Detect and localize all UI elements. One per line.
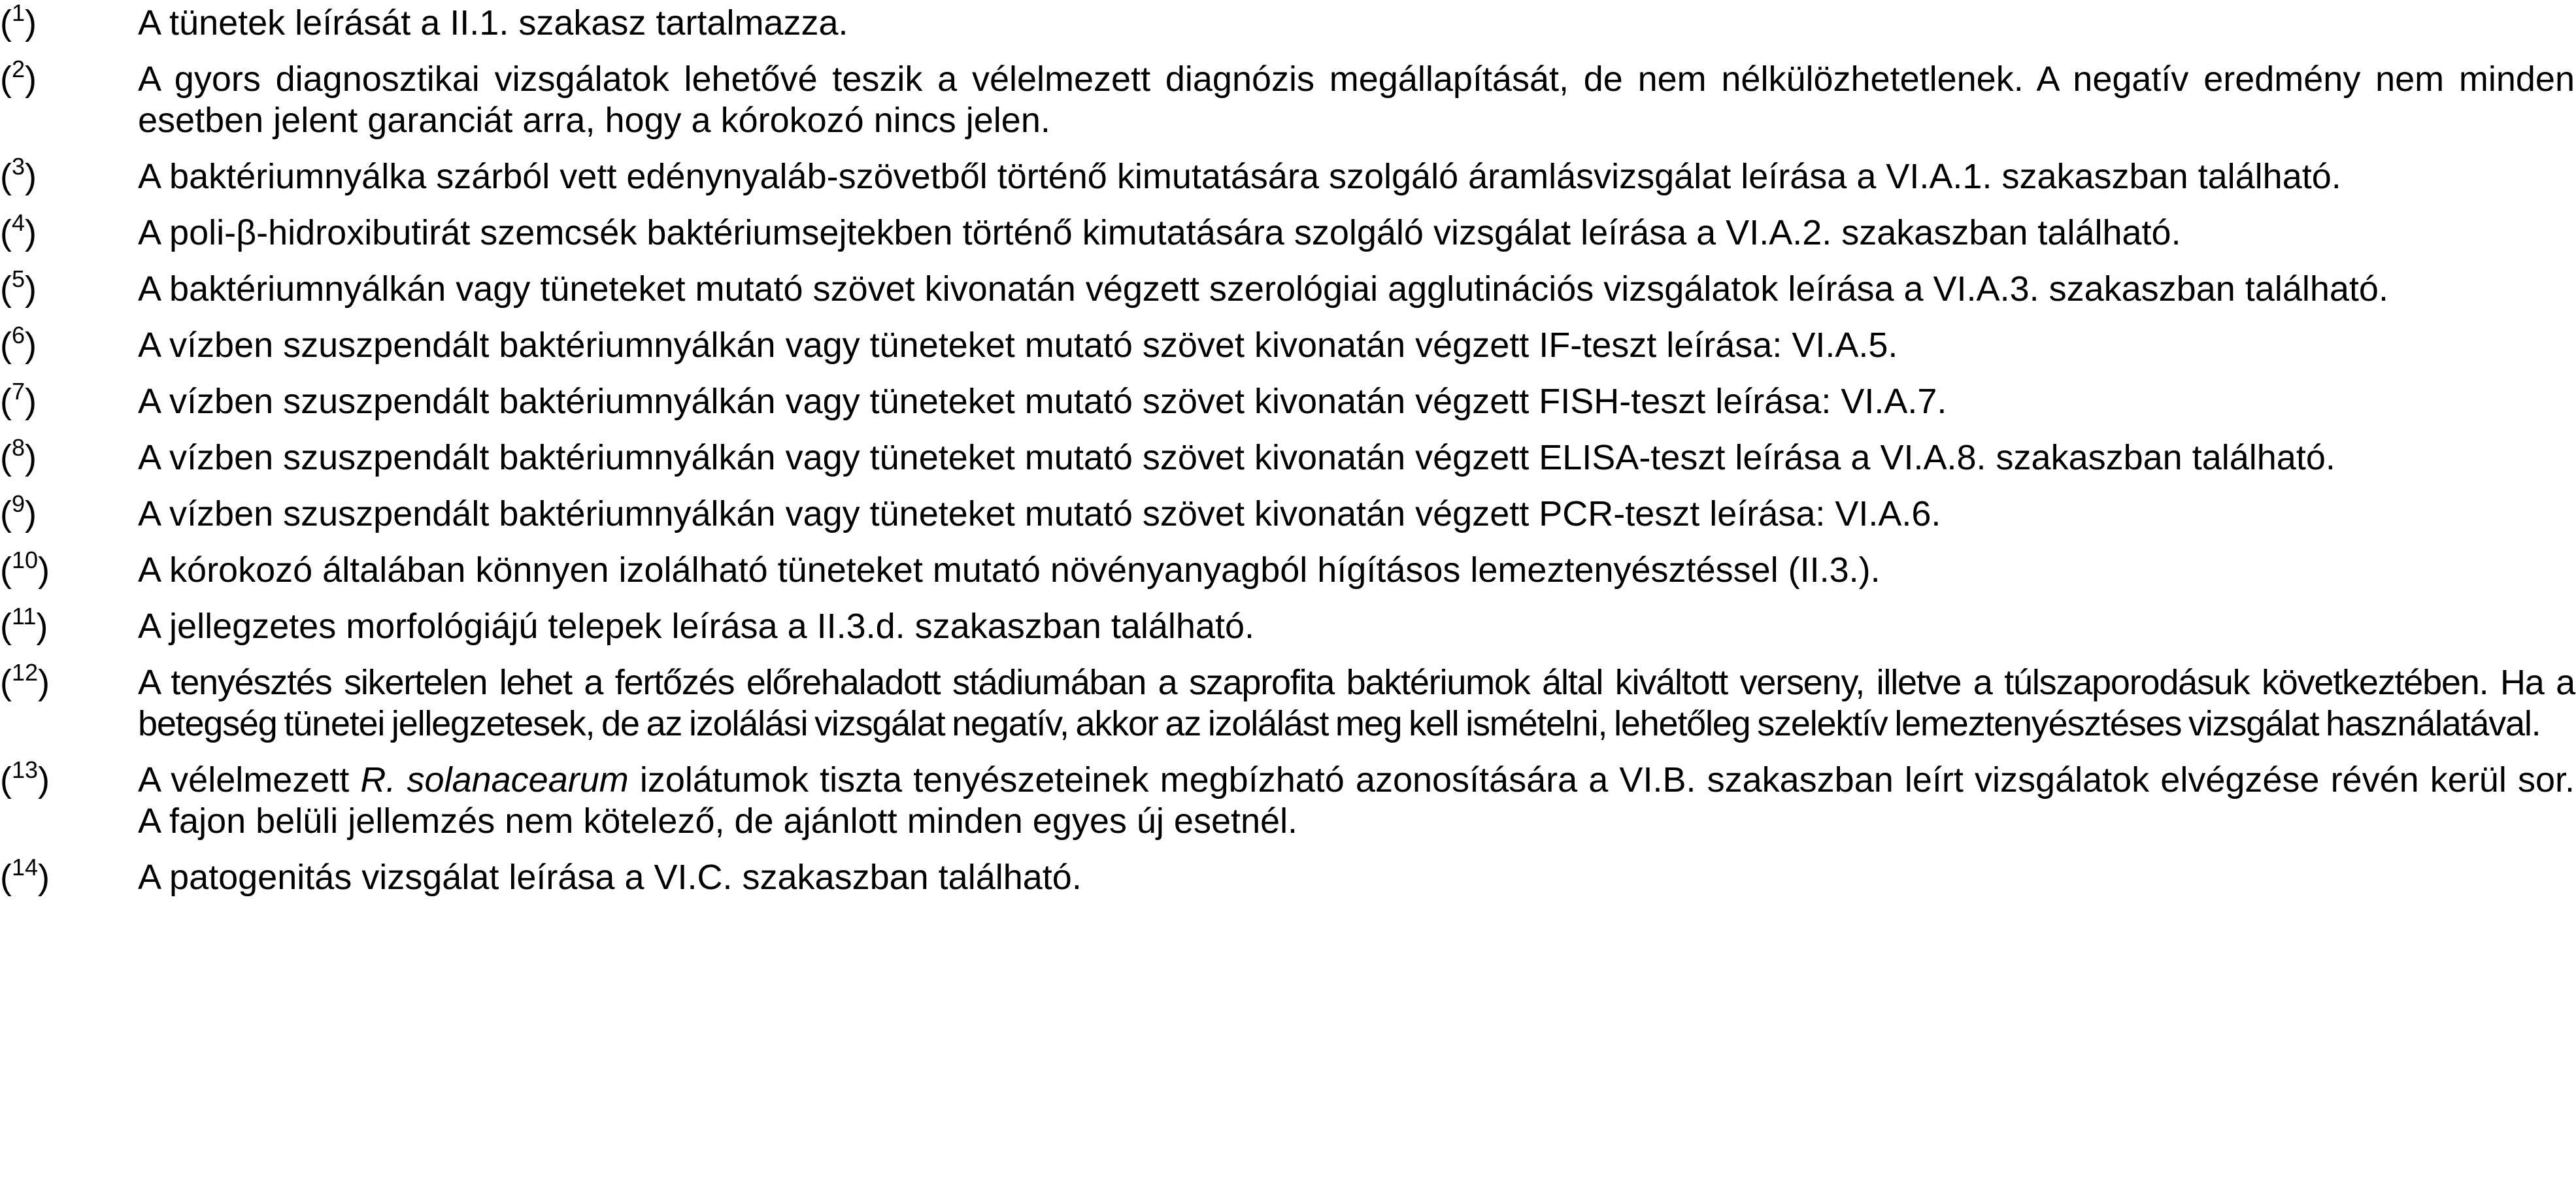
footnote-11 [0,603,2576,647]
footnote-marker: ($^{10}$) [0,547,50,590]
footnote-marker: ($^{12}$) [0,659,50,702]
footnote-4 [0,209,2576,254]
footnote-text: A vízben szuszpendált baktériumnyálkán vagy tüneteket mutató szövet kivonatán végzett FISH-teszt leírása: VI.A.7. [138,382,1947,421]
footnote-text: A kórokozó általában könnyen izolálható tüneteket mutató növényanyagból hígításos lemeztenyésztéssel (II.3.). [138,550,1881,590]
footnote-text: A gyors diagnosztikai vizsgálatok lehetővé teszik a vélelmezett diagnózis megállapítását, de nem nélkülözhetetlenek. A negatív eredmény nem minden esetben jelent garanciát arra, hogy a kórokozó nincs jelen. [138,59,2575,140]
footnote-marker: ($^8$) [0,434,37,477]
footnote-9 [0,490,2576,535]
footnote-text: A tünetek leírását a II.1. szakasz tartalmazza. [138,3,848,42]
footnote-text-part: izolátumok tiszta tenyészeteinek megbízható azonosítására a VI.B. szakaszban leírt vizsgálatok elvégzése révén kerül sor. A fajon belüli jellemzés nem kötelező, de ajánlott minden egyes új esetnél. [138,760,2575,841]
footnote-marker: ($^{13}$) [0,756,50,799]
footnote-text-part: A vélelmezett [138,760,361,799]
footnote-marker: ($^3$) [0,153,37,196]
footnote-12 [0,659,2576,745]
footnote-13 [0,756,2576,842]
footnote-text [138,760,2575,842]
footnote-text: A vízben szuszpendált baktériumnyálkán vagy tüneteket mutató szövet kivonatán végzett IF-teszt leírása: VI.A.5. [138,326,1898,365]
footnote-3 [0,153,2576,197]
footnote-marker: ($^{14}$) [0,854,50,897]
footnote-8 [0,434,2576,479]
footnote-marker: ($^7$) [0,378,37,421]
footnote-7 [0,378,2576,422]
footnote-10 [0,547,2576,591]
footnote-2 [0,56,2576,141]
footnote-text: A vízben szuszpendált baktériumnyálkán vagy tüneteket mutató szövet kivonatán végzett PCR-teszt leírása: VI.A.6. [138,494,1941,533]
footnote-marker: ($^5$) [0,265,37,309]
species-name: R. solanacearum [360,760,629,799]
footnote-text: A poli-β-hidroxibutirát szemcsék baktériumsejtekben történő kimutatására szolgáló vizsgálat leírása a VI.A.2. szakaszban található. [138,213,2181,252]
footnote-marker: ($^2$) [0,56,37,99]
footnote-text: A baktériumnyálkán vagy tüneteket mutató szövet kivonatán végzett szerológiai agglutinációs vizsgálatok leírása a VI.A.3. szakaszban található. [138,269,2388,309]
footnote-text: A tenyésztés sikertelen lehet a fertőzés előrehaladott stádiumában a szaprofita baktériumok által kiváltott verseny, illetve a túlszaporodásuk következtében. Ha a betegség tünetei jellegzetesek, de az izolálási vizsgálat negatív, akkor az izolálást meg kell ismételni, lehetőleg szelektív lemeztenyésztéses vizsgálat használatával. [138,663,2575,743]
footnote-marker: ($^1$) [0,0,37,42]
footnote-14 [0,854,2576,898]
footnote-marker: ($^4$) [0,209,37,252]
footnote-marker: ($^6$) [0,322,37,365]
footnote-6 [0,322,2576,366]
footnote-5 [0,265,2576,310]
footnote-marker: ($^{11}$) [0,603,48,646]
footnote-text: A vízben szuszpendált baktériumnyálkán vagy tüneteket mutató szövet kivonatán végzett ELISA-teszt leírása a VI.A.8. szakaszban található. [138,438,2335,477]
footnote-text: A jellegzetes morfológiájú telepek leírása a II.3.d. szakaszban található. [138,607,1255,646]
footnote-text: A baktériumnyálka szárból vett edénynyaláb-szövetből történő kimutatására szolgáló áramlásvizsgálat leírása a VI.A.1. szakaszban található. [138,157,2341,196]
footnote-marker: ($^9$) [0,490,37,533]
footnote-text: A patogenitás vizsgálat leírása a VI.C. szakaszban található. [138,858,1082,897]
footnote-1 [0,0,2576,44]
